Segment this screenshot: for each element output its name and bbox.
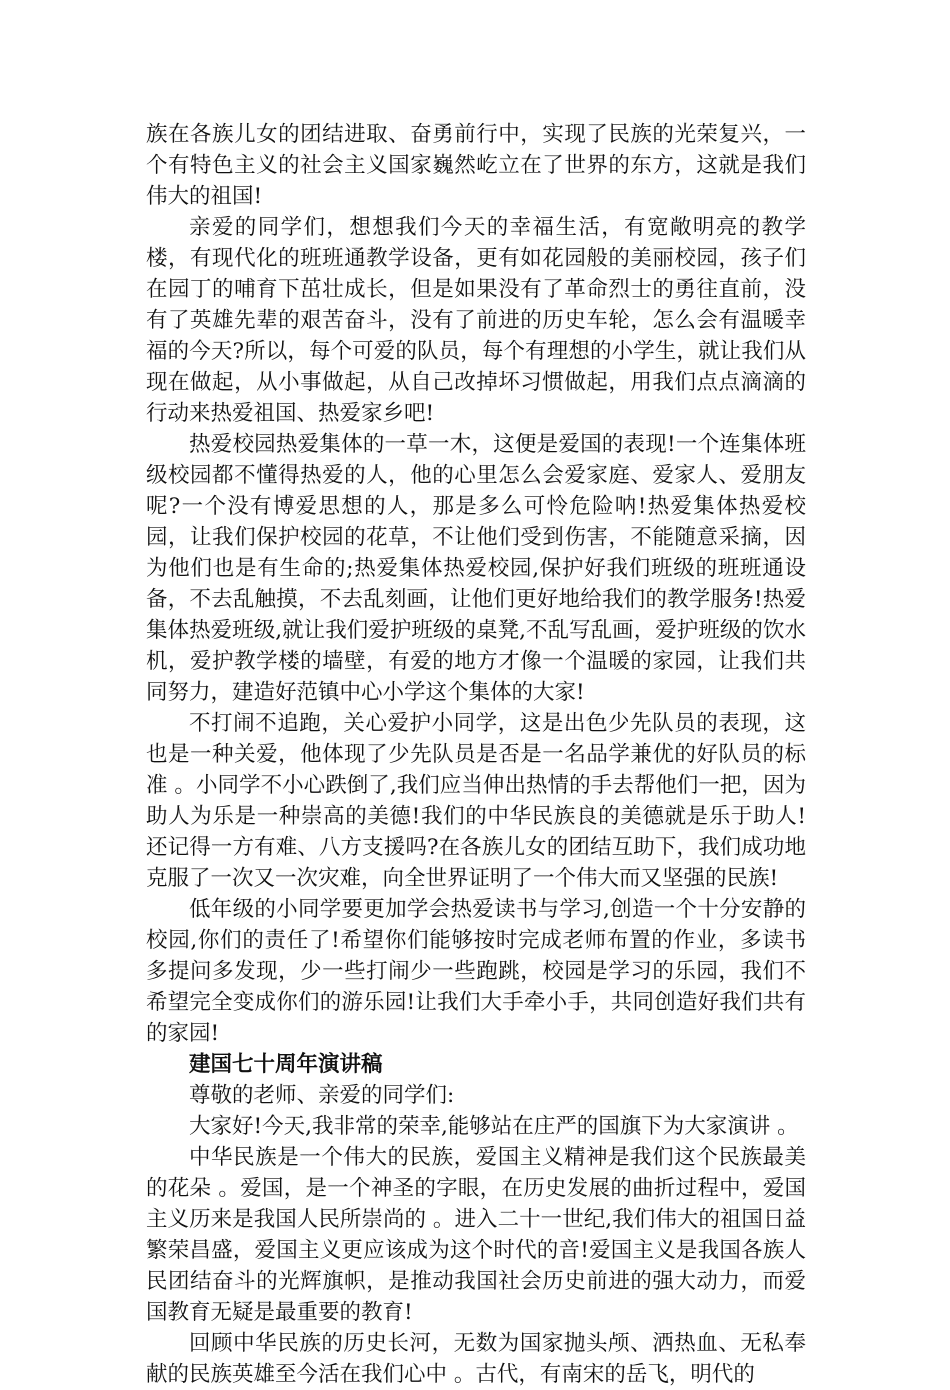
paragraph-continuation: 族在各族儿女的团结进取、奋勇前行中，实现了民族的光荣复兴，一个有特色主义的社会主义国家巍然屹立在了世界的东方，这就是我们伟大的祖国! (146, 122, 806, 209)
paragraph: 低年级的小同学要更加学会热爱读书与学习,创造一个十分安静的校园,你们的责任了!希望你们能够按时完成老师布置的作业，多读书多提问多发现，少一些打闹少一些跑跳，校园是学习的乐园，我们不希望完全变成你们的游乐园!让我们大手牵小手，共同创造好我们共有的家园! (146, 897, 806, 1046)
document-page (146, 119, 806, 1390)
paragraph: 中华民族是一个伟大的民族，爱国主义精神是我们这个民族最美的花朵 。爱国，是一个神圣的字眼，在历史发展的曲折过程中，爱国主义历来是我国人民所崇尚的 。进入二十一世纪,我们伟大的祖国日益繁荣昌盛，爱国主义更应该成为这个时代的音!爱国主义是我国各族人民团结奋斗的光辉旗帜，是推动我国社会历史前进的强大动力，而爱国教育无疑是最重要的教育! (146, 1145, 806, 1325)
paragraph: 热爱校园热爱集体的一草一木，这便是爱国的表现!一个连集体班级校园都不懂得热爱的人，他的心里怎么会爱家庭、爱家人、爱朋友呢?一个没有博爱思想的人，那是多么可怜危险呐!热爱集体热爱校园，让我们保护校园的花草，不让他们受到伤害，不能随意采摘，因为他们也是有生命的;热爱集体热爱校园,保护好我们班级的班班通设备，不去乱触摸，不去乱刻画，让他们更好地给我们的教学服务!热爱集体热爱班级,就让我们爱护班级的桌凳,不乱写乱画，爱护班级的饮水机，爱护教学楼的墙壁，有爱的地方才像一个温暖的家园，让我们共同努力，建造好范镇中心小学这个集体的大家! (146, 432, 806, 705)
paragraph: 回顾中华民族的历史长河，无数为国家抛头颅、洒热血、无私奉献的民族英雄至今活在我们心中 。古代，有南宋的岳飞，明代的 (146, 1331, 806, 1387)
paragraph: 亲爱的同学们，想想我们今天的幸福生活，有宽敞明亮的教学楼，有现代化的班班通教学设备，更有如花园般的美丽校园，孩子们在园丁的哺育下茁壮成长，但是如果没有了革命烈士的勇往直前，没有了英雄先辈的艰苦奋斗，没有了前进的历史车轮，怎么会有温暖幸福的今天?所以，每个可爱的队员，每个有理想的小学生，就让我们从现在做起，从小事做起，从自己改掉坏习惯做起，用我们点点滴滴的行动来热爱祖国、热爱家乡吧! (146, 215, 806, 426)
salutation: 尊敬的老师、亲爱的同学们: (189, 1083, 455, 1108)
paragraph: 不打闹不追跑，关心爱护小同学，这是出色少先队员的表现，这也是一种关爱，他体现了少先队员是否是一名品学兼优的好队员的标准 。小同学不小心跌倒了,我们应当伸出热情的手去帮他们一把，因为助人为乐是一种崇高的美德!我们的中华民族良的美德就是乐于助人!还记得一方有难、八方支援吗?在各族儿女的团结互助下，我们成功地克服了一次又一次灾难，向全世界证明了一个伟大而又坚强的民族! (146, 711, 806, 891)
paragraph: 大家好!今天,我非常的荣幸,能够站在庄严的国旗下为大家演讲 。 (189, 1114, 799, 1139)
section-heading: 建国七十周年演讲稿 (189, 1052, 383, 1077)
